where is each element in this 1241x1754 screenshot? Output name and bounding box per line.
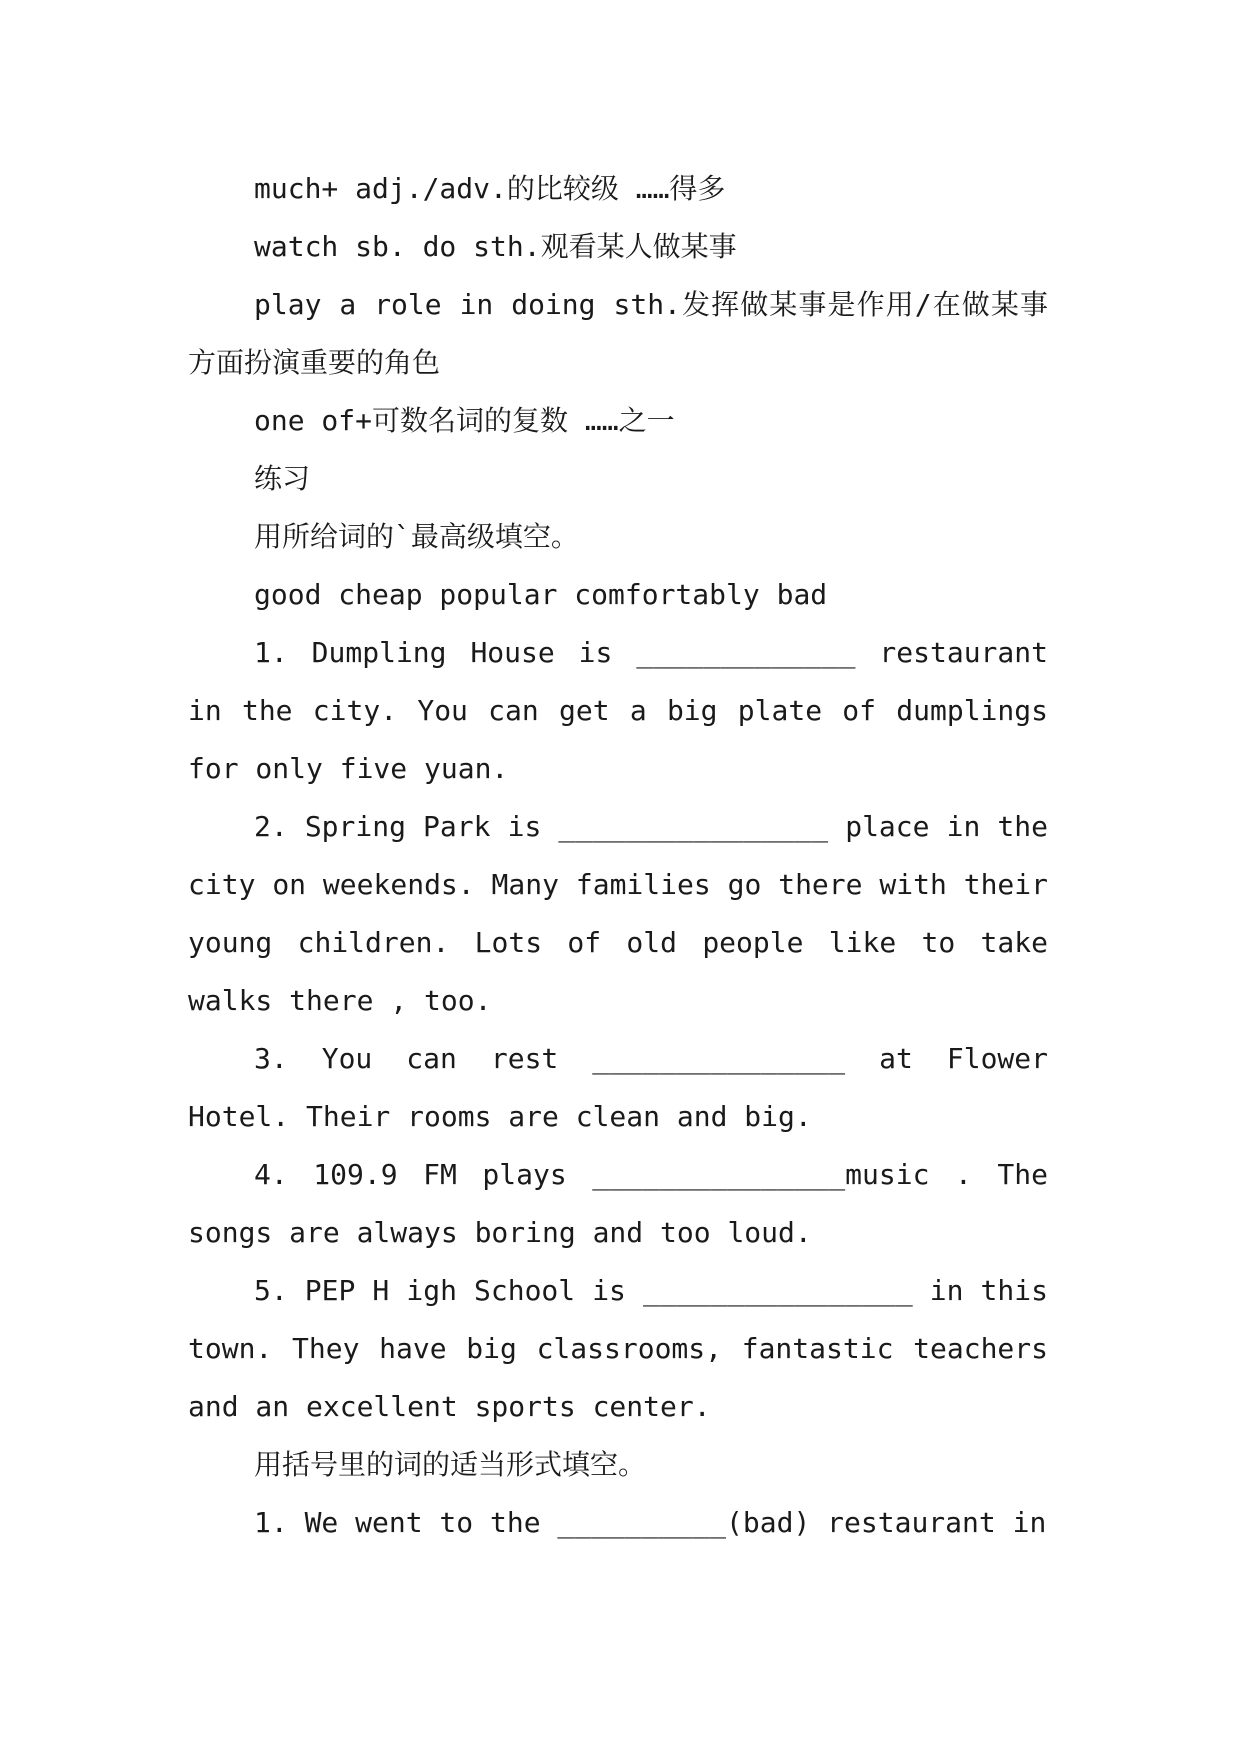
practice-heading: 练习 <box>254 462 311 495</box>
vocab-item: one of+可数名词的复数 ……之一 <box>254 404 675 437</box>
section1-instruction: 用所给词的`最高级填空。 <box>254 520 579 553</box>
exercise-item-5: 5. PEP H igh School is ________________ in this town. They have big classrooms, fantastic teachers and an excellent sports center. <box>188 1274 1048 1423</box>
section2-instruction: 用括号里的词的适当形式填空。 <box>254 1448 647 1481</box>
vocab-item: much+ adj./adv.的比较级 ……得多 <box>254 172 726 205</box>
word-bank: good cheap popular comfortably bad <box>254 578 828 611</box>
vocab-item: watch sb. do sth.观看某人做某事 <box>254 230 737 263</box>
exercise-item-2: 2. Spring Park is ________________ place in the city on weekends. Many families go there with their young children. Lots of old people like to take walks there , too. <box>188 810 1048 1017</box>
exercise2-item-1: 1. We went to the __________(bad) restaurant in <box>254 1506 1047 1539</box>
document-page <box>188 160 1048 1552</box>
exercise-item-1: 1. Dumpling House is _____________ restaurant in the city. You can get a big plate of dumplings for only five yuan. <box>188 636 1048 785</box>
exercise-item-4: 4. 109.9 FM plays _______________music . The songs are always boring and too loud. <box>188 1158 1048 1249</box>
exercise-item-3: 3. You can rest _______________ at Flower Hotel. Their rooms are clean and big. <box>188 1042 1048 1133</box>
vocab-item: play a role in doing sth.发挥做某事是作用/在做某事方面扮演重要的角色 <box>188 288 1048 379</box>
